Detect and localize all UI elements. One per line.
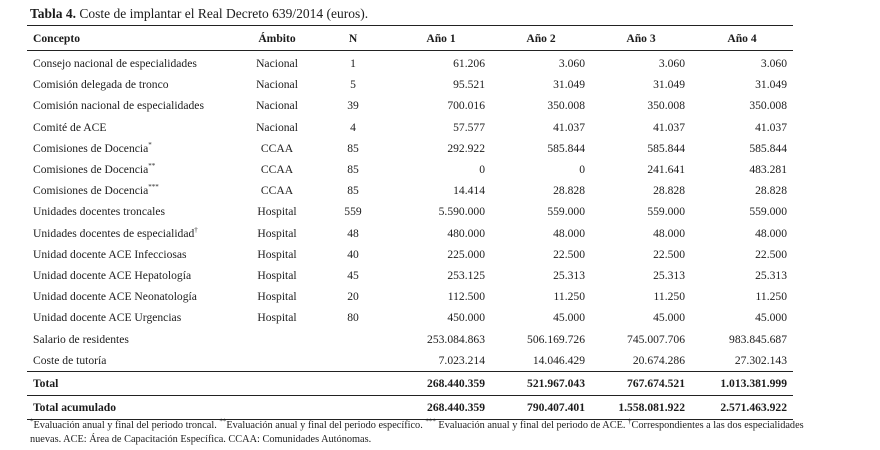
table-row [27,223,793,244]
cell-concepto [27,307,239,328]
table-totals [27,371,793,419]
cell-n [315,350,391,372]
cumulative-year-4: 2.571.463.922 [691,395,793,419]
cell-ambito [239,328,315,349]
cell-concepto [27,286,239,307]
cell-n: 48 [347,226,359,240]
total-empty-n [315,371,391,395]
concepto-text: Unidades docentes de especialidad [33,226,195,240]
concepto-text: Comisiones de Docencia [33,163,149,177]
cumulative-year-2: 790.407.401 [491,395,591,419]
cell-n: 4 [350,120,356,134]
cell-ambito: Nacional [256,57,298,71]
cell-year-3: 45.000 [653,311,685,325]
total-row [27,371,793,395]
cell-year-4: 350.008 [749,99,787,113]
cell-year-3: 25.313 [653,268,685,282]
cell-year-4: 483.281 [749,163,787,177]
table-row [27,117,793,138]
cell-year-4: 27.302.143 [734,353,787,367]
table-row [27,74,793,95]
concepto-text: Unidad docente ACE Infecciosas [33,247,187,261]
concepto-text: Comisiones de Docencia [33,184,149,198]
cell-year-3: 48.000 [653,226,685,240]
cell-year-1: 5.590.000 [438,205,485,219]
cell-year-4: 22.500 [755,247,787,261]
cell-year-4: 11.250 [755,290,787,304]
cell-n: 39 [347,99,359,113]
cell-year-3: 11.250 [653,290,685,304]
cell-year-4: 28.828 [755,184,787,198]
cell-concepto [27,328,239,349]
cell-year-2: 31.049 [553,78,585,92]
cell-n: 85 [347,141,359,155]
cell-n [315,328,391,349]
cumulative-label: Total acumulado [27,395,239,419]
concepto-note-mark: * [148,140,152,149]
concepto-text: Comité de ACE [33,120,107,134]
cell-year-3: 350.008 [647,99,685,113]
cell-year-1: 61.206 [453,57,485,71]
cell-concepto [27,180,239,201]
concepto-text: Comisión nacional de especialidades [33,99,204,113]
concepto-note-mark: † [194,225,198,234]
cumulative-empty-n [315,395,391,419]
cell-ambito: Hospital [257,290,297,304]
cell-n: 85 [347,184,359,198]
cell-n: 559 [344,205,362,219]
table-row [27,328,793,349]
cell-year-4: 25.313 [755,268,787,282]
cell-year-1: 450.000 [447,311,485,325]
cumulative-total-row [27,395,793,419]
cell-ambito: Hospital [257,311,297,325]
cell-year-3: 3.060 [658,57,685,71]
table-header [27,26,793,51]
cell-year-2: 506.169.726 [527,332,585,346]
concepto-text: Coste de tutoría [33,353,107,367]
caption-label: Tabla 4. [30,6,77,21]
cost-table [27,25,793,420]
table-row [27,180,793,201]
footnote [30,419,830,446]
cell-year-3: 559.000 [647,205,685,219]
cell-concepto [27,223,239,244]
cell-year-1: 253.084.863 [427,332,485,346]
cell-concepto [27,201,239,222]
table-caption [30,6,368,22]
table-row [27,138,793,159]
cell-ambito: Nacional [256,120,298,134]
table-row [27,51,793,75]
cell-year-2: 14.046.429 [532,353,585,367]
total-year-2: 521.967.043 [491,371,591,395]
cell-year-2: 22.500 [553,247,585,261]
cumulative-empty-ambito [239,395,315,419]
cell-year-2: 48.000 [553,226,585,240]
cumulative-year-3: 1.558.081.922 [591,395,691,419]
cell-year-2: 350.008 [547,99,585,113]
cell-concepto [27,51,239,75]
cell-ambito: CCAA [260,141,294,155]
cell-year-4: 585.844 [749,141,787,155]
concepto-note-mark: ** [148,162,156,171]
table-row [27,307,793,328]
concepto-text: Unidad docente ACE Urgencias [33,311,182,325]
footnote-text-2: Evaluación anual y final del periodo específico. [226,420,426,431]
total-year-3: 767.674.521 [591,371,691,395]
cell-n: 5 [350,78,356,92]
cell-year-1: 225.000 [447,247,485,261]
cell-year-2: 28.828 [553,184,585,198]
cell-year-1: 57.577 [453,120,485,134]
footnote-mark-3: *** [425,417,436,426]
footnote-mark-2: ** [219,417,227,426]
table-row [27,201,793,222]
cell-year-2: 0 [579,163,585,177]
cell-year-1: 0 [479,163,485,177]
cell-year-1: 7.023.214 [438,353,485,367]
cell-year-1: 292.922 [447,141,485,155]
cell-n: 40 [347,247,359,261]
cell-year-2: 45.000 [553,311,585,325]
caption-text: Coste de implantar el Real Decreto 639/2014 (euros). [79,6,369,21]
cell-year-3: 20.674.286 [632,353,685,367]
cell-concepto [27,117,239,138]
cell-year-2: 559.000 [547,205,585,219]
table-row [27,244,793,265]
cell-year-4: 45.000 [755,311,787,325]
concepto-text: Unidades docentes troncales [33,205,165,219]
cell-year-4: 3.060 [760,57,787,71]
cell-year-3: 241.641 [647,163,685,177]
cell-concepto [27,159,239,180]
cell-year-3: 41.037 [653,120,685,134]
concepto-text: Unidad docente ACE Hepatología [33,268,192,282]
cell-ambito: Hospital [257,226,297,240]
cell-year-3: 585.844 [647,141,685,155]
cell-year-1: 14.414 [453,184,485,198]
table-row [27,350,793,372]
cell-year-1: 253.125 [447,268,485,282]
cell-ambito: CCAA [260,184,294,198]
cell-n: 20 [347,290,359,304]
cell-year-3: 22.500 [653,247,685,261]
cell-ambito: Hospital [257,268,297,282]
cell-concepto [27,95,239,116]
cell-concepto [27,350,239,372]
cell-year-4: 48.000 [755,226,787,240]
cell-year-2: 11.250 [553,290,585,304]
cell-concepto [27,244,239,265]
cumulative-year-1: 268.440.359 [391,395,491,419]
cell-year-3: 745.007.706 [627,332,685,346]
cell-ambito: Nacional [256,99,298,113]
cell-concepto [27,138,239,159]
header-concepto: Concepto [27,26,239,51]
cell-ambito: CCAA [260,163,294,177]
cell-ambito [239,350,315,372]
cell-year-4: 983.845.687 [729,332,787,346]
concepto-text: Comisiones de Docencia [33,141,149,155]
table-row [27,265,793,286]
concepto-text: Salario de residentes [33,332,129,346]
total-empty-ambito [239,371,315,395]
concepto-text: Unidad docente ACE Neonatología [33,290,197,304]
header-year-4: Año 4 [691,26,793,51]
footnote-mark-1: * [30,417,34,426]
cell-year-1: 700.016 [447,99,485,113]
cell-concepto [27,74,239,95]
cell-n: 85 [347,163,359,177]
cell-year-4: 41.037 [755,120,787,134]
cell-year-4: 559.000 [749,205,787,219]
cell-ambito: Nacional [256,78,298,92]
footnote-mark-4: † [628,417,632,426]
total-year-1: 268.440.359 [391,371,491,395]
header-year-3: Año 3 [591,26,691,51]
cell-concepto [27,265,239,286]
footnote-text-3: Evaluación anual y final del periodo de ACE. [435,420,629,431]
header-n: N [315,26,391,51]
cell-year-4: 31.049 [755,78,787,92]
table-row [27,286,793,307]
cell-year-1: 95.521 [453,78,485,92]
table-body [27,51,793,372]
cell-n: 80 [347,311,359,325]
cell-n: 1 [350,57,356,71]
cell-year-3: 28.828 [653,184,685,198]
cell-year-1: 112.500 [447,290,485,304]
cell-year-2: 41.037 [553,120,585,134]
header-ambito: Ámbito [239,26,315,51]
cell-year-1: 480.000 [447,226,485,240]
cell-year-3: 31.049 [653,78,685,92]
concepto-note-mark: *** [148,183,159,192]
header-year-1: Año 1 [391,26,491,51]
total-year-4: 1.013.381.999 [691,371,793,395]
concepto-text: Consejo nacional de especialidades [33,57,197,71]
footnote-text-1: Evaluación anual y final del periodo troncal. [33,420,220,431]
cell-n: 45 [347,268,359,282]
footnote-text-4: Correspondientes a las dos especialidades nuevas. ACE: Área de Capacitación Específica. CCAA: Comunidades Autónomas. [30,420,804,445]
table-row [27,95,793,116]
table-row [27,159,793,180]
cell-year-2: 25.313 [553,268,585,282]
cell-ambito: Hospital [257,205,297,219]
total-label: Total [27,371,239,395]
cell-year-2: 585.844 [547,141,585,155]
header-year-2: Año 2 [491,26,591,51]
cell-ambito: Hospital [257,247,297,261]
cell-year-2: 3.060 [558,57,585,71]
concepto-text: Comisión delegada de tronco [33,78,169,92]
